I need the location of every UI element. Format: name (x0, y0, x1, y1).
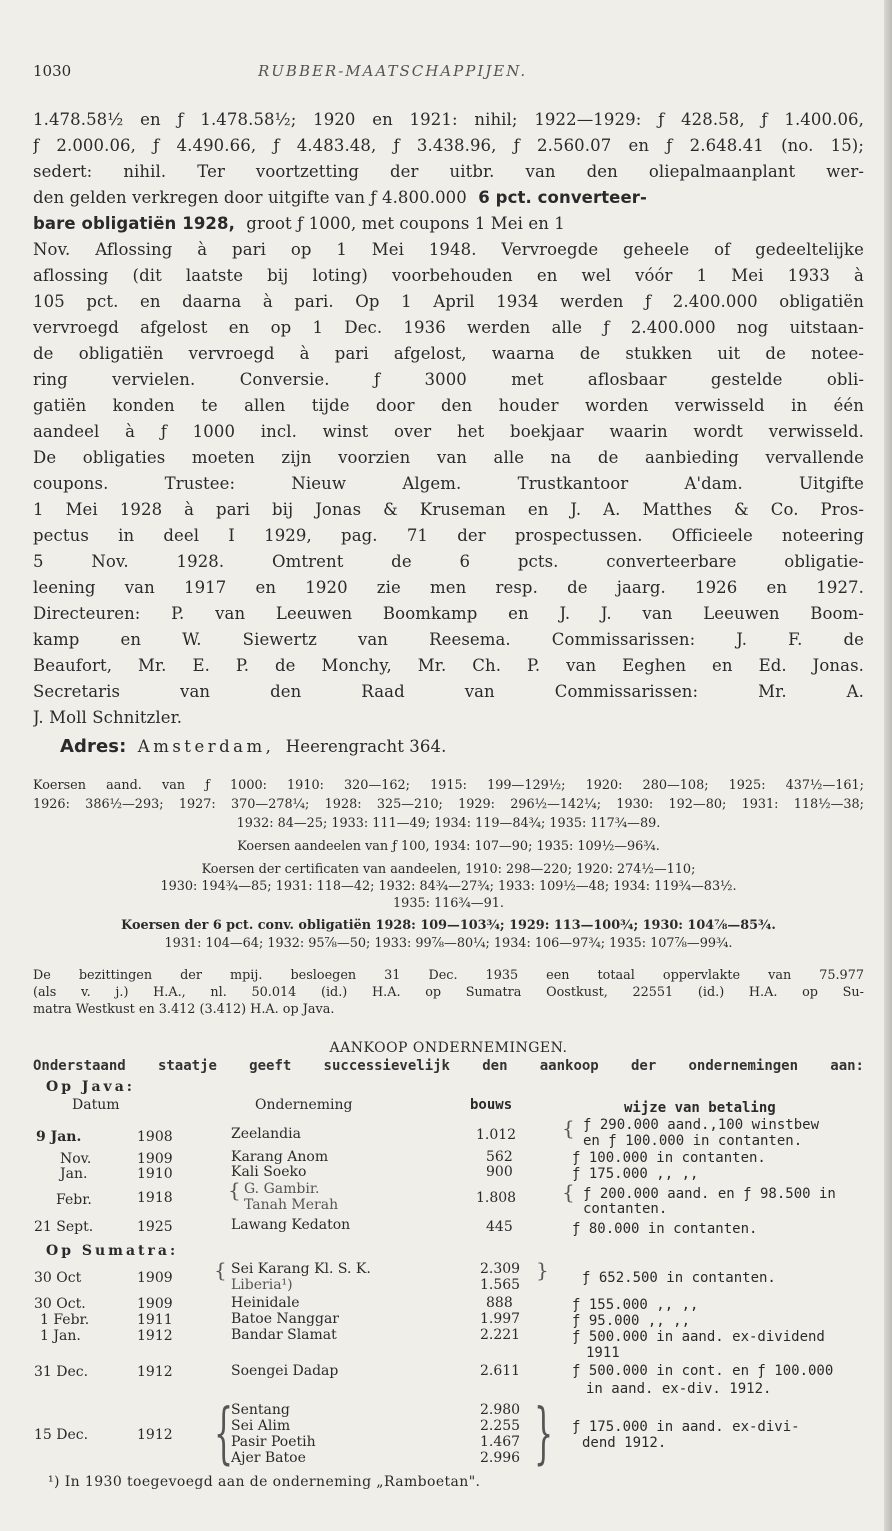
paragraph-line: kamp en W. Siewertz van Reesema. Commissarissen: J. F. de (33, 630, 864, 649)
page-number: 1030 (33, 62, 72, 80)
paragraph-line: 105 pct. en daarna à pari. Op 1 April 1934 werden ƒ 2.400.000 obligatiën (33, 292, 864, 311)
row-year: 1909 (137, 1151, 173, 1167)
acquisitions-heading: AANKOOP ONDERNEMINGEN. (329, 1040, 568, 1056)
row-estate: Lawang Kedaton (231, 1217, 351, 1233)
brace: { (562, 1180, 575, 1204)
paragraph-line: ƒ 2.000.06, ƒ 4.490.66, ƒ 4.483.48, ƒ 3.438.96, ƒ 2.560.07 en ƒ 2.648.41 (no. 15); (33, 136, 864, 155)
paragraph-line: 1.478.58½ en ƒ 1.478.58½; 1920 en 1921: nihil; 1922—1929: ƒ 428.58, ƒ 1.400.06, (33, 110, 864, 129)
row-year: 1910 (137, 1166, 173, 1182)
paragraph-line: 5 Nov. 1928. Omtrent de 6 pcts. converteerbare obligatie- (33, 552, 864, 571)
address-street: Heerengracht 364. (285, 737, 447, 756)
row-area: 1.565 (480, 1277, 521, 1293)
row-estate: Ajer Batoe (231, 1450, 306, 1466)
holdings-line: matra Westkust en 3.412 (3.412) H.A. op Java. (33, 1002, 335, 1017)
brace: { (214, 1258, 227, 1282)
paragraph-line: Beaufort, Mr. E. P. de Monchy, Mr. Ch. P. van Eeghen en Ed. Jonas. (33, 656, 864, 675)
row-payment: ƒ 100.000 in contanten. (572, 1150, 766, 1166)
quotes-line: Koersen der certificaten van aandeelen, 1910: 298—220; 1920: 274½—110; (201, 862, 696, 877)
column-header-payment: wijze van betaling (624, 1100, 776, 1116)
row-estate: Pasir Poetih (231, 1434, 316, 1450)
row-date: Febr. (56, 1192, 92, 1208)
quotes-line: Koersen aandeelen van ƒ 100, 1934: 107—90; 1935: 109½—96¾. (237, 839, 660, 854)
paragraph-line: pectus in deel I 1929, pag. 71 der prospectussen. Officieele noteering (33, 526, 864, 545)
column-header-area: bouws (470, 1097, 513, 1113)
row-area: 2.255 (480, 1418, 521, 1434)
paragraph-line: De obligaties moeten zijn voorzien van alle na de aanbieding vervallende (33, 448, 864, 467)
paragraph-line: aandeel à ƒ 1000 incl. winst over het boekjaar waarin wordt verwisseld. (33, 422, 864, 441)
row-payment: ƒ 500.000 in aand. ex-dividend (572, 1329, 825, 1345)
column-header-estate: Onderneming (255, 1097, 353, 1113)
row-payment: ƒ 175.000 ,, ,, (572, 1166, 699, 1182)
paragraph-line: aflossing (dit laatste bij loting) voorbehouden en wel vóór 1 Mei 1933 à (33, 266, 864, 285)
paragraph-line (33, 188, 864, 207)
row-area: 2.309 (480, 1261, 521, 1277)
row-date: Nov. (60, 1151, 92, 1167)
row-date: 31 Dec. (34, 1364, 89, 1380)
running-title: RUBBER-MAATSCHAPPIJEN. (258, 62, 528, 80)
holdings-line: De bezittingen der mpij. besloegen 31 Dec. 1935 een totaal oppervlakte van 75.977 (33, 968, 864, 983)
paragraph-text: groot ƒ 1000, met coupons 1 Mei en 1 (246, 214, 565, 233)
row-date: 30 Oct. (34, 1296, 86, 1312)
brace: } (536, 1258, 549, 1282)
row-area: 445 (486, 1219, 513, 1235)
row-estate: Heinidale (231, 1295, 300, 1311)
row-year: 1912 (137, 1328, 173, 1344)
paragraph-line: Directeuren: P. van Leeuwen Boomkamp en J. J. van Leeuwen Boom- (33, 604, 864, 623)
row-area: 1.467 (480, 1434, 521, 1450)
row-area: 562 (486, 1149, 513, 1165)
address-line (60, 736, 864, 757)
row-area: 2.221 (480, 1327, 521, 1343)
row-payment: ƒ 200.000 aand. en ƒ 98.500 in (583, 1186, 836, 1202)
row-estate: Soengei Dadap (231, 1363, 339, 1379)
acquisitions-intro: Onderstaand staatje geeft successievelijk den aankoop der ondernemingen aan: (33, 1058, 864, 1074)
row-date: Jan. (60, 1166, 88, 1182)
address-city: Amsterdam, (137, 737, 275, 756)
row-payment: ƒ 175.000 in aand. ex-divi- (572, 1419, 800, 1435)
paragraph-line: vervroegd afgelost en op 1 Dec. 1936 werden alle ƒ 2.400.000 nog uitstaan- (33, 318, 864, 337)
row-area: 888 (486, 1295, 513, 1311)
row-payment: ƒ 155.000 ,, ,, (572, 1297, 699, 1313)
brace: { (228, 1178, 241, 1202)
page-spine-shadow (884, 0, 892, 1531)
row-estate: Zeelandia (231, 1126, 301, 1142)
quotes-line: 1931: 104—64; 1932: 95⅞—50; 1933: 99⅞—80¼; 1934: 106—97¾; 1935: 107⅞—99¾. (164, 936, 733, 951)
row-year: 1909 (137, 1270, 173, 1286)
row-estate: Bandar Slamat (231, 1327, 337, 1343)
row-year: 1925 (137, 1219, 173, 1235)
row-year: 1918 (137, 1190, 173, 1206)
quotes-line: 1930: 194¾—85; 1931: 118—42; 1932: 84¾—27¾; 1933: 109½—48; 1934: 119¾—83½. (160, 879, 737, 894)
row-payment: in aand. ex-div. 1912. (586, 1381, 772, 1397)
bond-title-cont: bare obligatiën 1928, (33, 214, 235, 233)
quotes-line: 1935: 116¾—91. (393, 896, 504, 911)
row-payment: contanten. (583, 1201, 668, 1217)
row-year: 1908 (137, 1129, 173, 1145)
row-payment: 1911 (586, 1345, 620, 1361)
brace: { (562, 1116, 575, 1140)
row-area: 1.012 (476, 1127, 517, 1143)
paragraph-line: 1 Mei 1928 à pari bij Jonas & Kruseman en J. A. Matthes & Co. Pros- (33, 500, 864, 519)
row-date: 9 Jan. (36, 1129, 82, 1145)
row-estate: Tanah Merah (244, 1197, 339, 1213)
row-estate: Sei Karang Kl. S. K. (231, 1261, 371, 1277)
row-payment: ƒ 290.000 aand.,100 winstbew (583, 1117, 820, 1133)
row-payment: ƒ 500.000 in cont. en ƒ 100.000 (572, 1363, 834, 1379)
bond-title: 6 pct. converteer- (478, 188, 647, 207)
java-label: Op Java: (46, 1079, 135, 1095)
paragraph-line: Nov. Aflossing à pari op 1 Mei 1948. Vervroegde geheele of gedeeltelijke (33, 240, 864, 259)
paragraph-line: Secretaris van den Raad van Commissarissen: Mr. A. (33, 682, 864, 701)
footnote: ¹) In 1930 toegevoegd aan de onderneming „Ramboetan". (48, 1474, 481, 1490)
row-estate: Liberia¹) (231, 1277, 293, 1293)
row-payment: en ƒ 100.000 in contanten. (583, 1133, 803, 1149)
row-area: 900 (486, 1164, 513, 1180)
paragraph-line: ring vervielen. Conversie. ƒ 3000 met aflosbaar gestelde obli- (33, 370, 864, 389)
row-date: 1 Jan. (40, 1328, 81, 1344)
row-date: 15 Dec. (34, 1427, 89, 1443)
brace: { (214, 1396, 234, 1473)
row-payment: dend 1912. (582, 1435, 667, 1451)
row-year: 1909 (137, 1296, 173, 1312)
row-estate: Kali Soeko (231, 1164, 307, 1180)
row-area: 2.611 (480, 1363, 521, 1379)
paragraph-line: J. Moll Schnitzler. (33, 708, 183, 727)
row-year: 1912 (137, 1364, 173, 1380)
paragraph-line: leening van 1917 en 1920 zie men resp. de jaarg. 1926 en 1927. (33, 578, 864, 597)
page-header (33, 62, 864, 80)
brace: } (534, 1396, 554, 1473)
row-area: 2.996 (480, 1450, 521, 1466)
row-payment: ƒ 652.500 in contanten. (582, 1270, 776, 1286)
row-estate: Sentang (231, 1402, 290, 1418)
row-area: 1.997 (480, 1311, 521, 1327)
quotes-line (33, 918, 864, 933)
row-payment: ƒ 80.000 in contanten. (572, 1221, 758, 1237)
paragraph-line: coupons. Trustee: Nieuw Algem. Trustkantoor A'dam. Uitgifte (33, 474, 864, 493)
row-estate: G. Gambir. (244, 1181, 320, 1197)
paragraph-line: sedert: nihil. Ter voortzetting der uitbr. van den oliepalmaanplant wer- (33, 162, 864, 181)
paragraph-line: de obligatiën vervroegd à pari afgelost, waarna de stukken uit de notee- (33, 344, 864, 363)
row-date: 30 Oct (34, 1270, 82, 1286)
paragraph-line: gatiën konden te allen tijde door den houder worden verwisseld in één (33, 396, 864, 415)
bond-quotes: Koersen der 6 pct. conv. obligatiën 1928: 109—103¾; 1929: 113—100¾; 1930: 104⅞—85¾. (121, 918, 776, 933)
row-payment: ƒ 95.000 ,, ,, (572, 1313, 691, 1329)
row-estate: Karang Anom (231, 1149, 329, 1165)
row-year: 1911 (137, 1312, 173, 1328)
paragraph-text: den gelden verkregen door uitgifte van ƒ 4.800.000 (33, 188, 467, 207)
row-year: 1912 (137, 1427, 173, 1443)
row-estate: Batoe Nanggar (231, 1311, 340, 1327)
row-area: 1.808 (476, 1190, 517, 1206)
holdings-line: (als v. j.) H.A., nl. 50.014 (id.) H.A. op Sumatra Oostkust, 22551 (id.) H.A. op Su- (33, 985, 864, 1000)
quotes-line: Koersen aand. van ƒ 1000: 1910: 320—162; 1915: 199—129½; 1920: 280—108; 1925: 437½—161; (33, 778, 864, 793)
quotes-line: 1932: 84—25; 1933: 111—49; 1934: 119—84¾; 1935: 117¾—89. (236, 816, 661, 831)
address-label: Adres: (60, 736, 127, 757)
row-date: 21 Sept. (34, 1219, 94, 1235)
paragraph-line (33, 214, 864, 233)
column-header-date: Datum (72, 1097, 120, 1113)
row-area: 2.980 (480, 1402, 521, 1418)
row-estate: Sei Alim (231, 1418, 291, 1434)
quotes-line: 1926: 386½—293; 1927: 370—278¼; 1928: 325—210; 1929: 296½—142¼; 1930: 192—80; 1931: 118½—38; (33, 797, 864, 812)
sumatra-label: Op Sumatra: (46, 1243, 179, 1259)
row-date: 1 Febr. (40, 1312, 90, 1328)
